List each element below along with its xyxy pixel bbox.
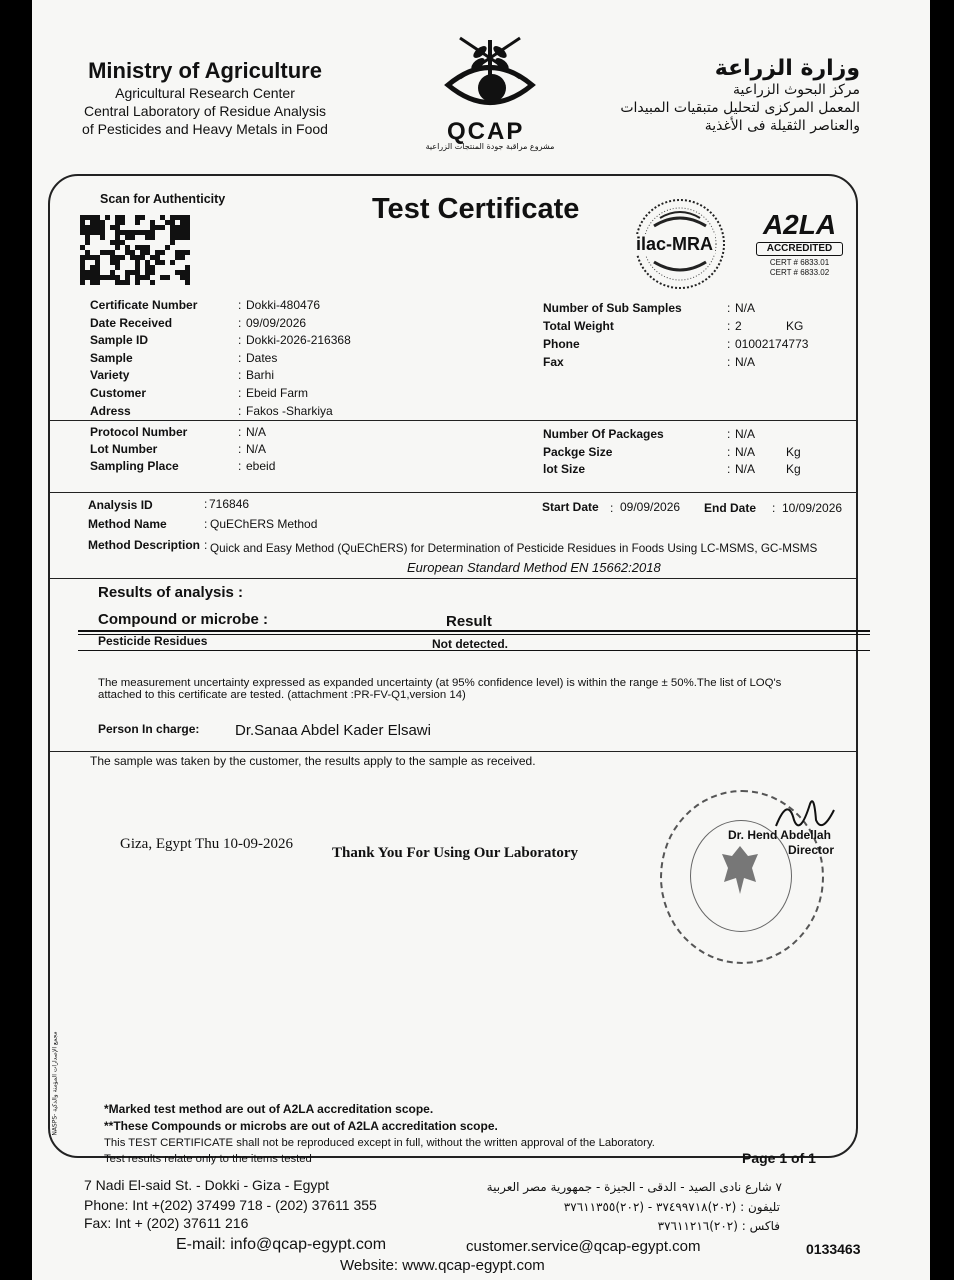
ministry-title: Ministry of Agriculture <box>88 58 322 83</box>
method-name-label: Method Name <box>88 517 167 531</box>
a2la-text: A2LA <box>762 209 837 240</box>
footer-phone-en: Phone: Int +(202) 37499 718 - (202) 37611 355 <box>84 1197 377 1213</box>
signatory-name: Dr. Hend Abdellah <box>728 828 831 842</box>
method-description-value: Quick and Easy Method (QuEChERS) for Determination of Pesticide Residues in Foods Using LC-MSMS, GC-MSMS <box>210 542 818 555</box>
info-left-5-label: Customer <box>90 386 147 400</box>
ilac-mra-logo <box>630 196 730 292</box>
ministry-title-arabic: وزارة الزراعة <box>714 56 860 81</box>
thank-you-text: Thank You For Using Our Laboratory <box>332 845 579 861</box>
protocol-right-1-colon: : <box>727 444 731 459</box>
footer-fax-en: Fax: Int + (202) 37611 216 <box>84 1215 249 1231</box>
header-arabic <box>590 56 860 135</box>
note-3: This TEST CERTIFICATE shall not be reproduced except in full, without the written approval of the Laboratory. <box>104 1137 655 1149</box>
method-description-label: Method Description <box>88 538 201 552</box>
protocol-left-0-label: Protocol Number <box>90 425 188 439</box>
info-right-1-unit: KG <box>786 319 804 333</box>
note-1: *Marked test method are out of A2LA accreditation scope. <box>104 1102 434 1116</box>
header-line-1: Agricultural Research Center <box>115 85 295 101</box>
qr-module <box>185 280 190 285</box>
info-left-4-value: Barhi <box>246 368 275 383</box>
start-date-colon: : <box>610 501 614 515</box>
note-2: **These Compounds or microbs are out of A2LA accreditation scope. <box>104 1119 498 1133</box>
info-right-0-colon: : <box>727 301 731 315</box>
sample-note: The sample was taken by the customer, the results apply to the sample as received. <box>90 754 536 768</box>
info-left-6-label: Adress <box>90 403 131 418</box>
protocol-right-1-unit: Kg <box>786 444 801 459</box>
info-right-1-value: 2 <box>735 319 742 333</box>
info-right-2-colon: : <box>727 337 731 351</box>
ilac-text: ilac-MRA <box>636 234 714 254</box>
note-4: Test results relate only to the items tested <box>104 1153 312 1165</box>
a2la-logo <box>752 210 847 290</box>
info-left-3-colon: : <box>238 350 242 365</box>
info-right-3-colon: : <box>727 355 731 369</box>
info-left-1-label: Date Received <box>90 315 173 330</box>
end-date-value: 10/09/2026 <box>782 501 843 515</box>
protocol-left-2-colon: : <box>238 459 242 473</box>
method-description-colon: : <box>204 538 208 552</box>
protocol-right-2-value: N/A <box>735 462 756 476</box>
info-right-2-label: Phone <box>543 337 580 351</box>
place-date: Giza, Egypt Thu 10-09-2026 <box>120 836 294 852</box>
info-left-0-colon: : <box>238 298 242 312</box>
results-heading: Results of analysis : <box>98 584 244 601</box>
header-english <box>70 58 340 138</box>
qcap-logo <box>420 30 560 155</box>
info-left-3-label: Sample <box>90 350 133 365</box>
footer-service-email[interactable]: customer.service@qcap-egypt.com <box>466 1238 701 1255</box>
divider-4 <box>48 751 856 752</box>
start-date-value: 09/09/2026 <box>620 500 681 514</box>
info-right-1-label: Total Weight <box>543 319 614 333</box>
info-right-0-label: Number of Sub Samples <box>543 301 682 315</box>
protocol-right-2-unit: Kg <box>786 462 801 476</box>
info-left-5-value: Ebeid Farm <box>246 386 309 400</box>
results-table-bottom <box>78 650 870 651</box>
cert-number-1: CERT # 6833.01 <box>769 258 830 267</box>
method-name-colon: : <box>204 517 208 531</box>
eagle-emblem-icon <box>718 842 762 898</box>
info-right-0-value: N/A <box>735 301 756 315</box>
analysis-id-colon: : <box>204 497 208 511</box>
header-ar-line-3: والعناصر الثقيلة فى الأغذية <box>704 118 860 134</box>
person-in-charge-value: Dr.Sanaa Abdel Kader Elsawi <box>235 722 431 739</box>
info-right-3-value: N/A <box>735 355 756 369</box>
footer-phone-ar: تليفون : (٢٠٢)٣٧٤٩٩٧١٨ - (٢٠٢)٣٧٦١١٣٥٥ <box>563 1200 780 1214</box>
info-left-3-value: Dates <box>246 350 278 365</box>
info-left-0-value: Dokki-480476 <box>246 298 321 312</box>
protocol-left-2-value: ebeid <box>246 459 276 473</box>
divider-3 <box>48 578 856 579</box>
footer-email[interactable]: E-mail: info@qcap-egypt.com <box>176 1236 387 1253</box>
side-security-text: NASPS- مجمع الإصدارات المؤمنة والذكية <box>51 1031 59 1136</box>
footer-fax-ar: فاكس : (٢٠٢)٣٧٦١١٢١٦ <box>657 1219 780 1233</box>
protocol-right-1-label: Packge Size <box>543 444 613 459</box>
protocol-left-1-colon: : <box>238 442 242 456</box>
footer-address-ar: ٧ شارع نادى الصيد - الدقى - الجيزة - جمهورية مصر العربية <box>486 1180 782 1194</box>
protocol-right-1-value: N/A <box>735 444 756 459</box>
info-left-6-colon: : <box>238 403 242 418</box>
results-header-rule <box>78 630 870 632</box>
result-column-header: Result <box>446 613 492 630</box>
info-right-2-value: 01002174773 <box>735 337 809 351</box>
protocol-left-1-value: N/A <box>246 442 267 456</box>
certificate-title: Test Certificate <box>372 193 580 225</box>
footer-website[interactable]: Website: www.qcap-egypt.com <box>340 1257 545 1274</box>
info-left-5-colon: : <box>238 386 242 400</box>
uncertainty-line-2: attached to this certificate are tested. (attachment :PR-FV-Q1,version 14) <box>98 689 466 701</box>
start-date-label: Start Date <box>542 500 599 514</box>
person-in-charge-label: Person In charge: <box>98 722 200 736</box>
header-ar-line-1: مركز البحوث الزراعية <box>733 82 860 98</box>
footer-address-en: 7 Nadi El-said St. - Dokki - Giza - Egypt <box>84 1177 330 1193</box>
info-left-2-colon: : <box>238 333 242 348</box>
scan-label: Scan for Authenticity <box>100 192 226 206</box>
standard-method: European Standard Method EN 15662:2018 <box>407 560 661 575</box>
compound-cell: Pesticide Residues <box>98 634 208 648</box>
serial-number: 0133463 <box>806 1241 861 1257</box>
qcap-logo-subtitle: مشروع مراقبة جودة المنتجات الزراعية <box>425 142 555 151</box>
uncertainty-line-1: The measurement uncertainty expressed as expanded uncertainty (at 95% confidence level) is within the range ± 50%.The list of LOQ's <box>98 677 782 689</box>
qr-code[interactable] <box>80 215 190 285</box>
info-left-0-label: Certificate Number <box>90 298 198 312</box>
compound-column-header: Compound or microbe : <box>98 611 268 628</box>
end-date-colon: : <box>772 501 776 515</box>
qcap-emblem-icon <box>420 30 560 125</box>
protocol-right-0-value: N/A <box>735 427 756 441</box>
info-left-1-value: 09/09/2026 <box>246 315 307 330</box>
info-left-1-colon: : <box>238 315 242 330</box>
info-right-3-label: Fax <box>543 355 564 369</box>
signatory-title: Director <box>788 843 835 857</box>
end-date-label: End Date <box>704 501 757 515</box>
header-ar-line-2: المعمل المركزى لتحليل متبقيات المبيدات <box>620 100 860 116</box>
protocol-left-0-colon: : <box>238 425 242 439</box>
divider-1 <box>48 420 856 421</box>
protocol-right-2-colon: : <box>727 462 731 476</box>
header-line-2: Central Laboratory of Residue Analysis <box>83 103 327 119</box>
divider-2 <box>48 492 856 493</box>
header-line-3: of Pesticides and Heavy Metals in Food <box>82 121 328 137</box>
cert-number-2: CERT # 6833.02 <box>769 268 830 277</box>
protocol-right-0-colon: : <box>727 427 731 441</box>
protocol-right-2-label: lot Size <box>543 462 586 476</box>
method-name-value: QuEChERS Method <box>210 517 318 531</box>
info-left-4-label: Variety <box>90 368 130 383</box>
info-left-4-colon: : <box>238 368 242 383</box>
protocol-left-1-label: Lot Number <box>90 442 158 456</box>
qcap-logo-text: QCAP <box>447 118 525 145</box>
info-left-2-value: Dokki-2026-216368 <box>246 333 351 348</box>
info-right-1-colon: : <box>727 319 731 333</box>
protocol-left-2-label: Sampling Place <box>90 459 179 473</box>
result-cell: Not detected. <box>432 637 509 651</box>
analysis-id-label: Analysis ID <box>88 498 153 512</box>
info-left-6-value: Fakos -Sharkiya <box>246 403 333 418</box>
protocol-left-0-value: N/A <box>246 425 267 439</box>
page-number: Page 1 of 1 <box>742 1150 816 1166</box>
accredited-badge: ACCREDITED <box>756 242 843 256</box>
protocol-right-0-label: Number Of Packages <box>543 427 664 441</box>
info-left-2-label: Sample ID <box>90 333 149 348</box>
analysis-id-value: 716846 <box>209 497 250 511</box>
